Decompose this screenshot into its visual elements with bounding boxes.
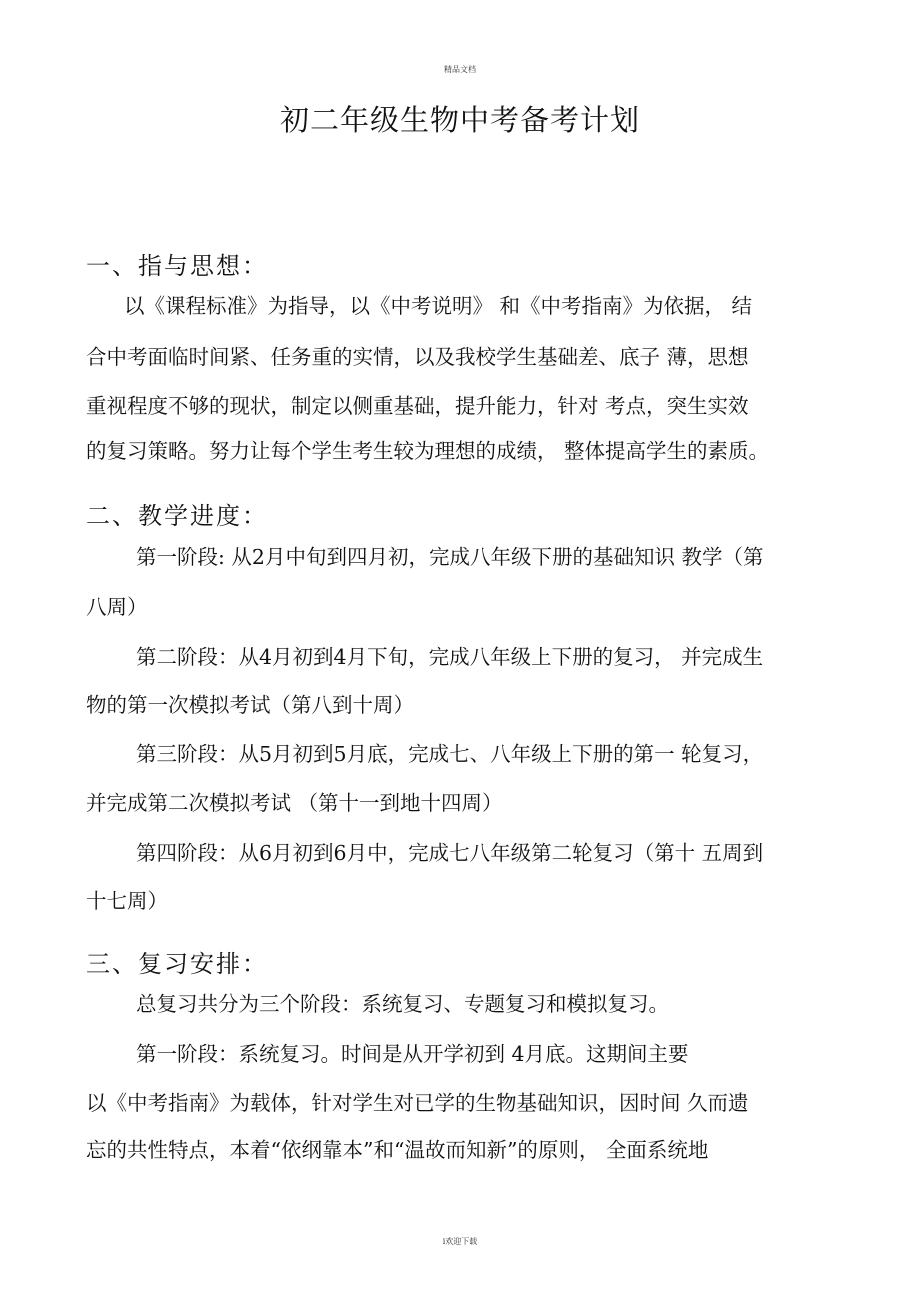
paragraph-line: 第二阶段：从4月初到4月下旬，完成八年级上下册的复习， 并完成生 xyxy=(136,645,764,669)
paragraph-line: 物的第一次模拟考试（第八到十周） xyxy=(86,693,414,717)
paragraph-line: 的复习策略。努力让每个学生考生较为理想的成绩， 整体提高学生的素质。 xyxy=(86,439,770,463)
page-header: 精品文档 xyxy=(444,65,476,74)
paragraph-line: 总复习共分为三个阶段：系统复习、专题复习和模拟复习。 xyxy=(136,992,669,1016)
paragraph-line: 第一阶段：系统复习。时间是从开学初到 4月底。这期间主要 xyxy=(136,1042,689,1066)
section-heading-2: 二、教学进度： xyxy=(86,502,268,530)
document-title: 初二年级生物中考备考计划 xyxy=(279,103,640,137)
paragraph-line: 十七周） xyxy=(86,889,168,913)
paragraph-line: 第四阶段：从6月初到6月中，完成七八年级第二轮复习（第十 五周到 xyxy=(136,841,764,865)
paragraph-line: 八周） xyxy=(86,595,148,619)
paragraph-line: 重视程度不够的现状，制定以侧重基础，提升能力，针对 考点，突生实效 xyxy=(86,394,749,418)
section-heading-1: 一、指与思想： xyxy=(86,252,268,280)
section-heading-3: 三、复习安排： xyxy=(86,950,268,978)
page-footer: i欢迎下载 xyxy=(442,1237,478,1246)
paragraph-line: 合中考面临时间紧、任务重的实情，以及我校学生基础差、底子 薄，思想 xyxy=(86,345,749,369)
paragraph-line: 以《中考指南》为载体，针对学生对已学的生物基础知识，因时间 久而遗 xyxy=(86,1091,749,1115)
paragraph-line: 第一阶段: 从2月中旬到四月初，完成八年级下册的基础知识 教学（第 xyxy=(136,545,764,569)
paragraph-line: 并完成第二次模拟考试 （第十一到地十四周） xyxy=(86,791,503,815)
paragraph-line: 以《课程标准》为指导，以《中考说明》 和《中考指南》为依据， 结 xyxy=(124,294,753,318)
paragraph-line: 第三阶段：从5月初到5月底，完成七、八年级上下册的第一 轮复习， xyxy=(136,742,764,766)
paragraph-line: 忘的共性特点，本着“依纲靠本”和“温故而知新”的原则， 全面系统地 xyxy=(86,1138,709,1162)
